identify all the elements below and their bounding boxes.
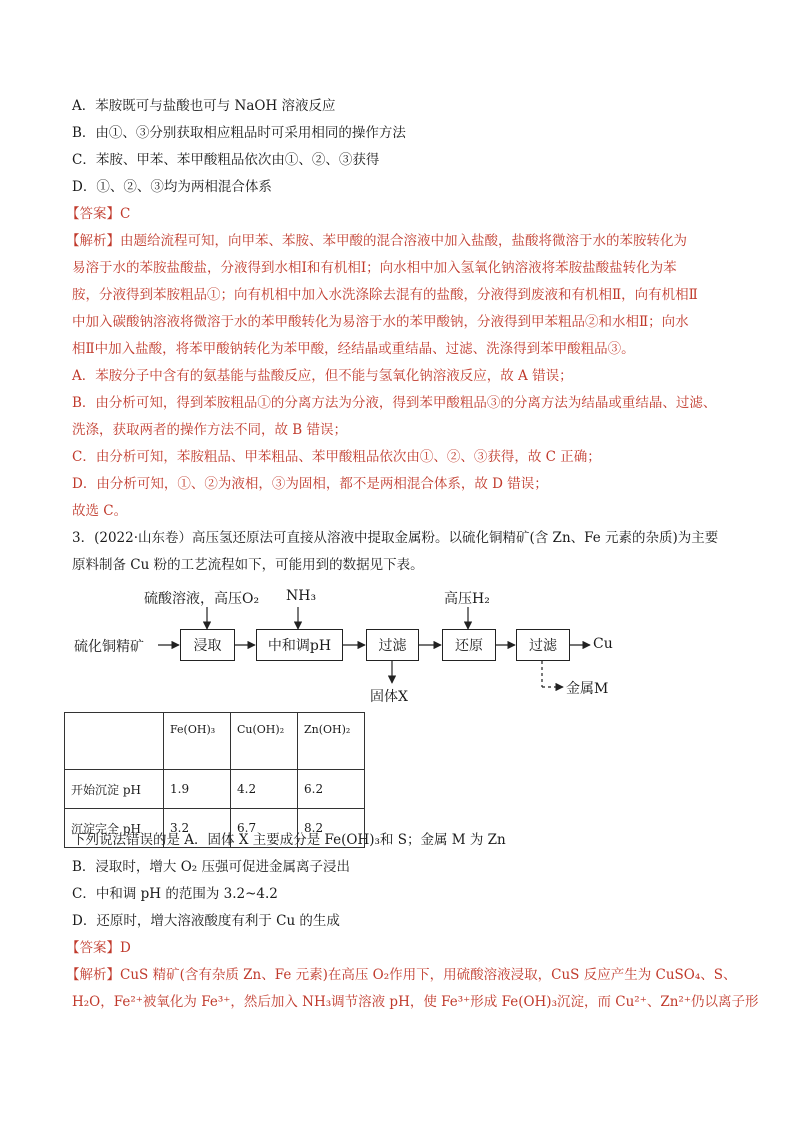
table-cell: 开始沉淀 pH <box>65 770 164 809</box>
q2-analysis-line: 【解析】由题给流程可知，向甲苯、苯胺、苯甲酸的混合溶液中加入盐酸，盐酸将微溶于水的苯胺转化为 <box>66 233 687 249</box>
table-cell: 6.2 <box>298 770 365 809</box>
table-cell: 沉淀完全 pH <box>65 809 164 848</box>
q3-option-b: B．浸取时，增大 O₂ 压强可促进金属离子浸出 <box>72 859 350 875</box>
q3-option-c: C．中和调 pH 的范围为 3.2~4.2 <box>72 886 278 902</box>
precipitation-ph-table <box>64 712 365 848</box>
q2-analysis-line: 易溶于水的苯胺盐酸盐，分液得到水相Ⅰ和有机相Ⅰ；向水相中加入氢氧化钠溶液将苯胺盐酸盐转化为苯 <box>72 260 677 276</box>
flow-step-filter-2: 过滤 <box>516 629 570 661</box>
q3-analysis-line: H₂O，Fe²⁺被氧化为 Fe³⁺，然后加入 NH₃调节溶液 pH，使 Fe³⁺形成 Fe(OH)₃沉淀，而 Cu²⁺、Zn²⁺仍以离子形 <box>72 994 759 1010</box>
table-header-cell <box>65 713 164 770</box>
q2-analysis-line: A．苯胺分子中含有的氨基能与盐酸反应，但不能与氢氧化钠溶液反应，故 A 错误； <box>72 368 573 384</box>
q2-analysis-line: C．由分析可知，苯胺粗品、甲苯粗品、苯甲酸粗品依次由①、②、③获得，故 C 正确； <box>72 449 601 465</box>
flow-reagent-leaching: 硫酸溶液，高压O₂ <box>144 591 260 607</box>
flow-reagent-hydrogen: 高压H₂ <box>444 591 490 607</box>
q2-option-d: D．①、②、③均为两相混合体系 <box>72 179 272 195</box>
flow-metal-m: 金属M <box>566 681 609 697</box>
q2-analysis-line: 故选 C。 <box>72 503 128 519</box>
q2-option-c: C．苯胺、甲苯、苯甲酸粗品依次由①、②、③获得 <box>72 152 380 168</box>
q2-option-a: A．苯胺既可与盐酸也可与 NaOH 溶液反应 <box>72 98 336 114</box>
q3-answer: 【答案】D <box>66 940 131 956</box>
table-cell: 8.2 <box>298 809 365 848</box>
q2-analysis-line: 相Ⅱ中加入盐酸，将苯甲酸钠转化为苯甲酸，经结晶或重结晶、过滤、洗涤得到苯甲酸粗品③。 <box>72 341 635 357</box>
flow-solid-x: 固体X <box>370 689 408 705</box>
table-cell: 3.2 <box>164 809 231 848</box>
q2-analysis-line: B．由分析可知，得到苯胺粗品①的分离方法为分液，得到苯甲酸粗品③的分离方法为结晶或重结晶、过滤、 <box>72 395 717 411</box>
table-header-row <box>65 713 365 770</box>
q3-stem-line: 3．(2022·山东卷）高压氢还原法可直接从溶液中提取金属粉。以硫化铜精矿(含 Zn、Fe 元素的杂质)为主要 <box>72 530 719 546</box>
flow-step-reduce: 还原 <box>442 629 496 661</box>
q2-analysis-line: 胺，分液得到苯胺粗品①；向有机相中加入水洗涤除去混有的盐酸，分液得到废液和有机相Ⅱ，向有机相Ⅱ <box>72 287 698 303</box>
q2-analysis-line: 中加入碳酸钠溶液将微溶于水的苯甲酸转化为易溶于水的苯甲酸钠，分液得到甲苯粗品②和水相Ⅱ；向水 <box>72 314 689 330</box>
table-row <box>65 770 365 809</box>
q3-option-d: D．还原时，增大溶液酸度有利于 Cu 的生成 <box>72 913 340 929</box>
table-header-cell: Fe(OH)₃ <box>164 713 231 770</box>
flow-start-material: 硫化铜精矿 <box>74 639 144 655</box>
q3-option-a: 下列说法错误的是 A．固体 X 主要成分是 Fe(OH)₃和 S；金属 M 为 Zn <box>72 832 506 848</box>
table-header-cell: Zn(OH)₂ <box>298 713 365 770</box>
flow-step-filter-1: 过滤 <box>366 629 419 661</box>
flow-step-neutralize: 中和调pH <box>256 629 343 661</box>
table-cell: 6.7 <box>231 809 298 848</box>
table-cell: 4.2 <box>231 770 298 809</box>
q3-stem-line: 原料制备 Cu 粉的工艺流程如下，可能用到的数据见下表。 <box>72 557 424 573</box>
flow-step-leaching: 浸取 <box>180 629 235 661</box>
table-cell: 1.9 <box>164 770 231 809</box>
flow-reagent-ammonia: NH₃ <box>286 588 317 604</box>
flow-product-cu: Cu <box>593 636 613 652</box>
q2-answer: 【答案】C <box>66 206 131 222</box>
q2-analysis-line: 洗涤，获取两者的操作方法不同，故 B 错误； <box>72 422 348 438</box>
q2-option-b: B．由①、③分别获取相应粗品时可采用相同的操作方法 <box>72 125 406 141</box>
q3-analysis-line: 【解析】CuS 精矿(含有杂质 Zn、Fe 元素)在高压 O₂作用下，用硫酸溶液浸取，CuS 反应产生为 CuSO₄、S、 <box>66 967 737 983</box>
table-header-cell: Cu(OH)₂ <box>231 713 298 770</box>
q2-analysis-line: D．由分析可知，①、②为液相，③为固相，都不是两相混合体系，故 D 错误； <box>72 476 548 492</box>
